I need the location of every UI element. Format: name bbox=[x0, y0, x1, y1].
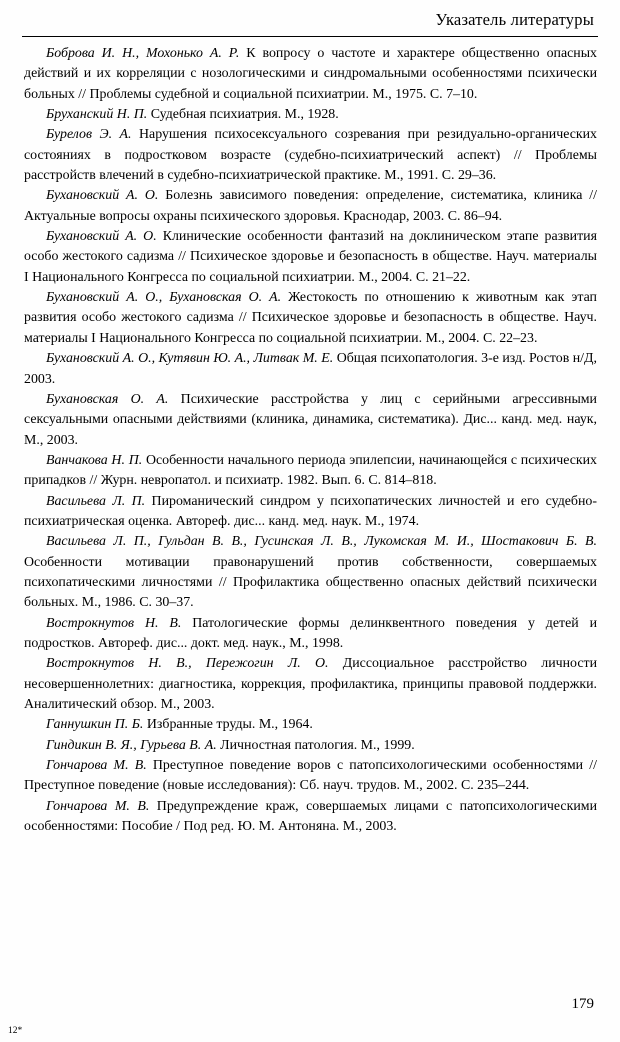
page-number: 179 bbox=[571, 996, 594, 1012]
entry-authors: Гончарова М. В. bbox=[46, 798, 150, 814]
bibliography-entry bbox=[24, 44, 597, 105]
bibliography-entry bbox=[24, 614, 597, 655]
entry-text: Судебная психиатрия. М., 1928. bbox=[147, 107, 339, 123]
bibliography-entry bbox=[24, 349, 597, 390]
bibliography-entry bbox=[24, 451, 597, 492]
entry-text: Предупреждение краж, совершаемых лицами с патопсихологическими особенностями: Пособие / Под ред. Ю. М. Антоняна. М., 2003. bbox=[24, 798, 598, 835]
entry-text: Клинические особенности фантазий на доклиническом этапе развития особо жестокого садизма // Психическое здоровье и безопасность в обществе. Науч. материалы I Национального Конгресса по социальной психиатрии. М., 2004. С. 21–22. bbox=[24, 229, 597, 285]
entry-text: Нарушения психосексуального созревания при резидуально-органических состояниях в подростковом возрасте (судебно-психиатрический аспект) // Проблемы расстройств влечений в судебно-психиатрической практике. М., 1991. С. 29–36. bbox=[24, 127, 597, 184]
entry-text: Преступное поведение воров с патопсихологическими особенностями // Преступное поведение (новые исследования): Сб. науч. трудов. М., 2002. С. 235–244. bbox=[24, 758, 597, 794]
bibliography-entry bbox=[24, 715, 597, 735]
entry-text: Общая психопатология. 3-е изд. Ростов н/Д, 2003. bbox=[24, 351, 597, 387]
entry-text: К вопросу о частоте и характере общественно опасных действий и их корреляции с нозологическими и синдромальными особенностями психически больных // Проблемы судебной и социальной психиатрии. М., 1975. С. 7–10. bbox=[24, 46, 597, 102]
entry-text: Избранные труды. М., 1964. bbox=[143, 717, 313, 733]
entry-authors: Бухановский А. О. bbox=[46, 229, 157, 245]
entry-authors: Боброва И. Н., Мохонько А. Р. bbox=[46, 46, 240, 61]
entry-text: Патологические формы делинквентного поведения у детей и подростков. Автореф. дис... докт. мед. наук., М., 1998. bbox=[24, 615, 597, 651]
bibliography-entry bbox=[24, 125, 597, 186]
bibliography-entry bbox=[24, 797, 597, 838]
running-head: Указатель литературы bbox=[435, 10, 594, 29]
entry-authors: Бухановский А. О., Кутявин Ю. А., Литвак М. Е. bbox=[46, 351, 334, 367]
entry-text: Особенности начального периода эпилепсии, начинающейся с психических припадков // Журн. невропатол. и психиатр. 1982. Вып. 6. С. 814–818. bbox=[24, 452, 597, 489]
entry-text: Пироманический синдром у психопатических личностей и его судебно-психиатрическая оценка. Автореф. дис... канд. мед. наук. М., 1974. bbox=[24, 493, 597, 529]
bibliography-entry bbox=[24, 654, 597, 715]
entry-text: Особенности мотивации правонарушений против собственности, совершаемых психопатическими личностями // Профилактика общественно опасных действий психически больных. М., 1986. С. 30–37. bbox=[24, 554, 597, 611]
entry-text: Жестокость по отношению к животным как этап развития особо жестокого садизма // Психическое здоровье и безопасность в обществе. Науч. материалы I Национального Конгресса по социальной психиатрии. М., 2004. С. 22–23. bbox=[24, 290, 597, 346]
entry-text: Личностная патология. М., 1999. bbox=[216, 737, 415, 753]
bibliography-entry bbox=[24, 186, 597, 227]
bibliography-entry bbox=[24, 288, 597, 349]
bibliography-entry bbox=[24, 390, 597, 451]
signature-mark: 12* bbox=[8, 1026, 23, 1036]
bibliography-entry bbox=[24, 105, 597, 125]
entry-authors: Васильева Л. П., Гульдан В. В., Гусинская Л. В., Лукомская М. И., Шостакович Б. В. bbox=[46, 534, 597, 550]
entry-text: Диссоциальное расстройство личности несовершеннолетних: диагностика, коррекция, профилактика, принципы правовой поддержки. Аналитический обзор. М., 2003. bbox=[24, 656, 598, 712]
entry-authors: Бурелов Э. А. bbox=[46, 127, 132, 143]
bibliography-entry bbox=[24, 756, 597, 797]
bibliography-entry bbox=[24, 532, 597, 613]
entry-authors: Вострокнутов Н. В. bbox=[46, 615, 182, 631]
entry-authors: Бухановский А. О., Бухановская О. А. bbox=[46, 290, 282, 306]
entry-authors: Ванчакова Н. П. bbox=[46, 452, 143, 468]
entry-authors: Вострокнутов Н. В., Пережогин Л. О. bbox=[46, 656, 329, 672]
entry-text: Психические расстройства у лиц с серийными агрессивными сексуальными опасными действиями (клиника, динамика, систематика). Дис... канд. мед. наук, М., 2003. bbox=[24, 391, 597, 448]
header-rule bbox=[22, 36, 598, 37]
entry-authors: Гончарова М. В. bbox=[46, 758, 147, 774]
entry-authors: Ганнушкин П. Б. bbox=[46, 717, 144, 733]
bibliography-entry bbox=[24, 227, 597, 288]
bibliography-entry bbox=[24, 736, 597, 756]
bibliography-list bbox=[24, 44, 597, 837]
entry-authors: Бухановский А. О. bbox=[46, 188, 159, 204]
entry-authors: Гиндикин В. Я., Гурьева В. А. bbox=[46, 737, 217, 753]
entry-authors: Бруханский Н. П. bbox=[46, 107, 148, 123]
entry-authors: Бухановская О. А. bbox=[46, 391, 169, 407]
bibliography-entry bbox=[24, 492, 597, 533]
entry-text: Болезнь зависимого поведения: определение, систематика, клиника // Актуальные вопросы охраны психического здоровья. Краснодар, 2003. С. 86–94. bbox=[24, 188, 597, 224]
entry-authors: Васильева Л. П. bbox=[46, 493, 146, 509]
